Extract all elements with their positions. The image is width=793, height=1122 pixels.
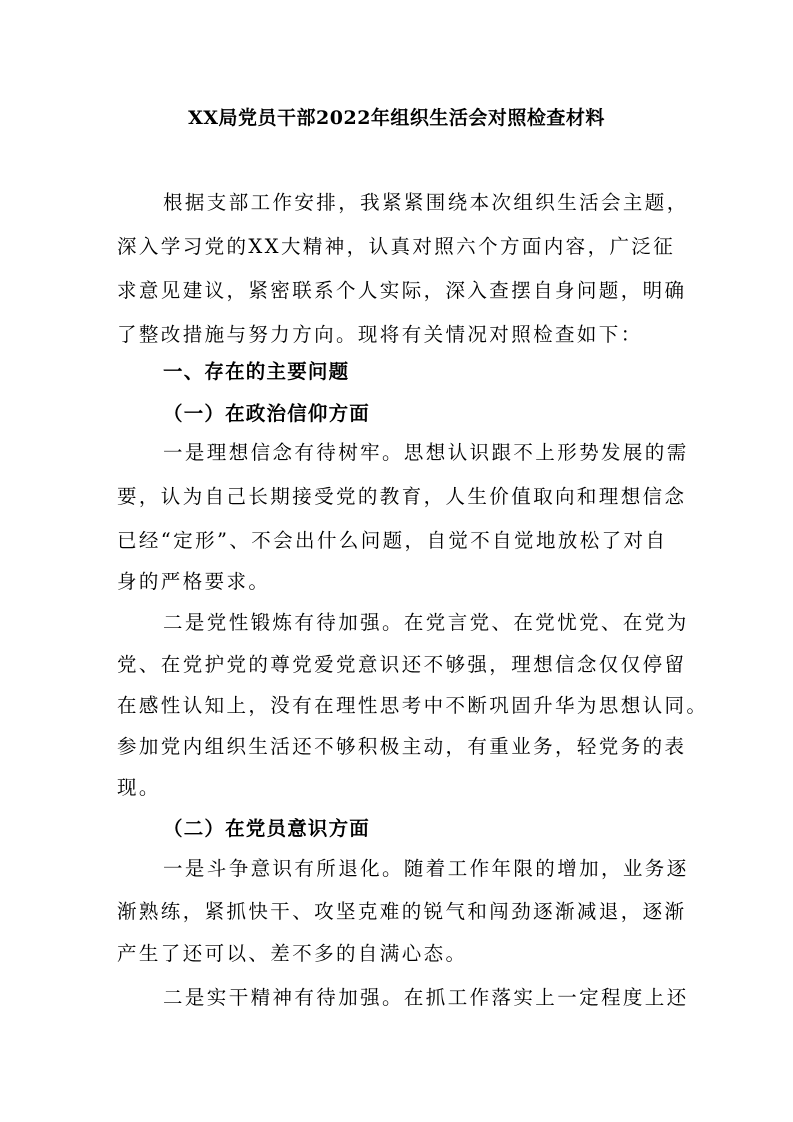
- sub1-para2-line-2: 党、在党护党的尊党爱党意识还不够强，理想信念仅仅停留: [117, 653, 687, 676]
- sub2-para1-line-2: 渐熟练，紧抓快干、攻坚克难的锐气和闯劲逐渐减退，逐渐: [117, 900, 687, 923]
- sub1-para2-line-1: 二是党性锻炼有待加强。在党言党、在党忧党、在党为: [163, 611, 689, 634]
- intro-line-2: 深入学习党的XX大精神，认真对照六个方面内容，广泛征: [117, 235, 676, 258]
- sub1-para2-line-5: 现。: [117, 776, 161, 799]
- sub2-para2-line-1: 二是实干精神有待加强。在抓工作落实上一定程度上还: [163, 986, 689, 1009]
- sub1-para2-line-3: 在感性认知上，没有在理性思考中不断巩固升华为思想认同。: [117, 694, 709, 717]
- sub1-para2-line-4: 参加党内组织生活还不够积极主动，有重业务，轻党务的表: [117, 735, 687, 758]
- sub1-para1-line-1: 一是理想信念有待树牢。思想认识跟不上形势发展的需: [163, 441, 689, 464]
- sub1-para1-line-3: 已经“定形”、不会出什么问题，自觉不自觉地放松了对自: [117, 529, 668, 552]
- document-title: XX局党员干部2022年组织生活会对照检查材料: [188, 107, 605, 129]
- intro-line-4: 了整改措施与努力方向。现将有关情况对照检查如下：: [117, 323, 643, 346]
- subsection-heading-party-awareness: （二）在党员意识方面: [163, 817, 371, 840]
- intro-line-3: 求意见建议，紧密联系个人实际，深入查摆自身问题，明确: [117, 279, 687, 302]
- sub1-para1-line-2: 要，认为自己长期接受党的教育，人生价值取向和理想信念: [117, 485, 687, 508]
- intro-line-1: 根据支部工作安排，我紧紧围绕本次组织生活会主题，: [163, 191, 689, 214]
- sub2-para1-line-3: 产生了还可以、差不多的自满心态。: [117, 942, 468, 965]
- section-heading-problems: 一、存在的主要问题: [163, 360, 350, 383]
- subsection-heading-political-belief: （一）在政治信仰方面: [163, 402, 371, 425]
- sub2-para1-line-1: 一是斗争意识有所退化。随着工作年限的增加，业务逐: [163, 857, 689, 880]
- sub1-para1-line-4: 身的严格要求。: [117, 570, 271, 593]
